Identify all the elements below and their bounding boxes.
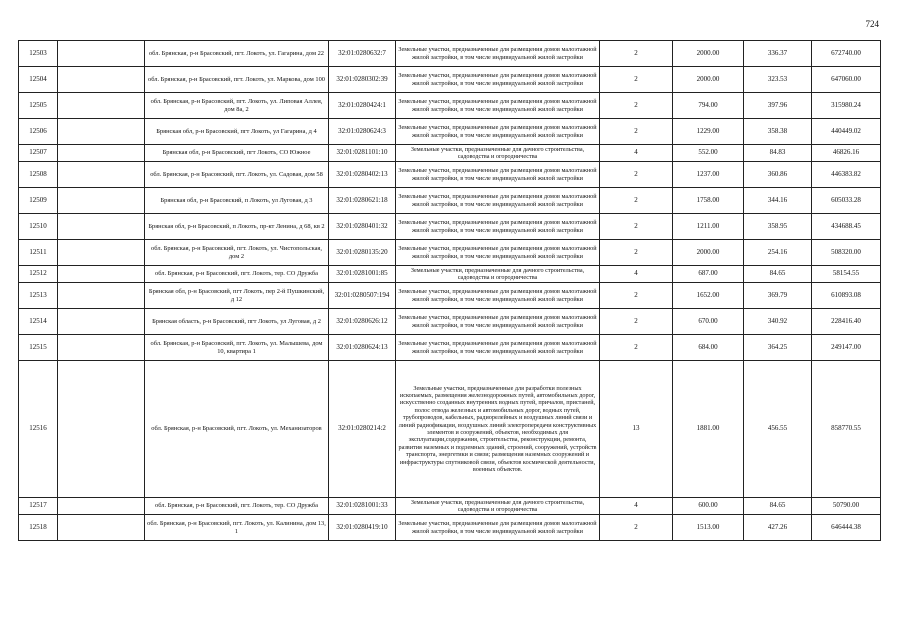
specific-value-cell: 358.95 (744, 214, 812, 240)
cadastral-value-cell: 315980.24 (812, 93, 881, 119)
blank-cell (58, 119, 145, 145)
cadastral-number-cell: 32:01:0280402:13 (329, 162, 396, 188)
group-code-cell: 13 (600, 361, 673, 498)
cadastral-value-cell: 46826.16 (812, 145, 881, 162)
cadastral-number-cell: 32:01:0281101:10 (329, 145, 396, 162)
cadastral-number-cell: 32:01:0280507:194 (329, 283, 396, 309)
row-number-cell: 12518 (19, 515, 58, 541)
table-row (19, 162, 881, 188)
table-row (19, 309, 881, 335)
area-cell: 2000.00 (673, 41, 744, 67)
cadastral-number-cell: 32:01:0281001:33 (329, 498, 396, 515)
group-code-cell: 2 (600, 162, 673, 188)
blank-cell (58, 498, 145, 515)
group-code-cell: 2 (600, 93, 673, 119)
cadastral-value-cell: 858770.55 (812, 361, 881, 498)
area-cell: 2000.00 (673, 240, 744, 266)
group-code-cell: 4 (600, 266, 673, 283)
specific-value-cell: 84.65 (744, 498, 812, 515)
table-row (19, 188, 881, 214)
area-cell: 1652.00 (673, 283, 744, 309)
group-code-cell: 2 (600, 309, 673, 335)
cadastral-number-cell: 32:01:0280135:20 (329, 240, 396, 266)
land-use-cell: Земельные участки, предназначенные для размещения домов малоэтажной жилой застройки, в том числе индивидуальной жилой застройки (396, 119, 600, 145)
table-row (19, 214, 881, 240)
address-cell: обл. Брянская, р-н Брасовский, пгт. Локоть, ул. Садовая, дом 58 (145, 162, 329, 188)
specific-value-cell: 340.92 (744, 309, 812, 335)
table-row (19, 119, 881, 145)
land-use-cell: Земельные участки, предназначенные для разработки полезных ископаемых, размещения железнодорожных путей, автомобильных дорог, искусственно созданных внутренних водных путей, причалов, пристаней, полос отвода железных и автомобильных дорог, водных путей, трубопроводов, кабельных, радиорелейных и воздушных линий связи и линий радиофикации, воздушных линий электропередачи конструктивных элементов и сооружений, объектов, необходимых для эксплуатации,содержания, строительства, реконструкции, ремонта, развития наземных и подземных зданий, строений, сооружений, устройств транспорта, энергетики и связи; размещения наземных сооружений и инфраструктуры спутниковой связи, объектов космической деятельности, военных объектов. (396, 361, 600, 498)
address-cell: Брянская область, р-н Брасовский, пгт Локоть, ул Луговая, д 2 (145, 309, 329, 335)
address-cell: обл. Брянская, р-н Брасовский, пгт. Локоть, тер. СО Дружба (145, 266, 329, 283)
cadastral-value-cell: 672740.00 (812, 41, 881, 67)
area-cell: 1237.00 (673, 162, 744, 188)
land-use-cell: Земельные участки, предназначенные для размещения домов малоэтажной жилой застройки, в том числе индивидуальной жилой застройки (396, 283, 600, 309)
cadastral-number-cell: 32:01:0280401:32 (329, 214, 396, 240)
blank-cell (58, 266, 145, 283)
cadastral-value-cell: 605033.28 (812, 188, 881, 214)
cadastral-number-cell: 32:01:0280214:2 (329, 361, 396, 498)
cadastral-value-cell: 249147.00 (812, 335, 881, 361)
land-use-cell: Земельные участки, предназначенные для размещения домов малоэтажной жилой застройки, в том числе индивидуальной жилой застройки (396, 240, 600, 266)
specific-value-cell: 358.38 (744, 119, 812, 145)
cadastral-value-cell: 58154.55 (812, 266, 881, 283)
table-row (19, 498, 881, 515)
row-number-cell: 12512 (19, 266, 58, 283)
specific-value-cell: 84.65 (744, 266, 812, 283)
table-row (19, 335, 881, 361)
group-code-cell: 2 (600, 335, 673, 361)
blank-cell (58, 93, 145, 119)
land-use-cell: Земельные участки, предназначенные для размещения домов малоэтажной жилой застройки, в том числе индивидуальной жилой застройки (396, 309, 600, 335)
specific-value-cell: 364.25 (744, 335, 812, 361)
row-number-cell: 12505 (19, 93, 58, 119)
area-cell: 1211.00 (673, 214, 744, 240)
specific-value-cell: 456.55 (744, 361, 812, 498)
row-number-cell: 12514 (19, 309, 58, 335)
blank-cell (58, 515, 145, 541)
cadastral-number-cell: 32:01:0280419:10 (329, 515, 396, 541)
blank-cell (58, 67, 145, 93)
row-number-cell: 12503 (19, 41, 58, 67)
cadastral-value-cell: 647060.00 (812, 67, 881, 93)
cadastral-value-table (18, 40, 881, 541)
area-cell: 687.00 (673, 266, 744, 283)
table-row (19, 93, 881, 119)
row-number-cell: 12516 (19, 361, 58, 498)
blank-cell (58, 188, 145, 214)
row-number-cell: 12510 (19, 214, 58, 240)
row-number-cell: 12513 (19, 283, 58, 309)
group-code-cell: 2 (600, 240, 673, 266)
land-use-cell: Земельные участки, предназначенные для размещения домов малоэтажной жилой застройки, в том числе индивидуальной жилой застройки (396, 41, 600, 67)
land-use-cell: Земельные участки, предназначенные для дачного строительства, садоводства и огородничества (396, 266, 600, 283)
group-code-cell: 2 (600, 188, 673, 214)
land-use-cell: Земельные участки, предназначенные для дачного строительства, садоводства и огородничества (396, 145, 600, 162)
address-cell: обл. Брянская, р-н Брасовский, пгт. Локоть, ул. Маркова, дом 100 (145, 67, 329, 93)
cadastral-number-cell: 32:01:0281001:85 (329, 266, 396, 283)
group-code-cell: 2 (600, 515, 673, 541)
area-cell: 684.00 (673, 335, 744, 361)
address-cell: Брянская обл, р-н Брасовский, п Локоть, ул Луговая, д 3 (145, 188, 329, 214)
group-code-cell: 2 (600, 283, 673, 309)
table-row (19, 515, 881, 541)
land-use-cell: Земельные участки, предназначенные для размещения домов малоэтажной жилой застройки, в том числе индивидуальной жилой застройки (396, 67, 600, 93)
specific-value-cell: 323.53 (744, 67, 812, 93)
table-row (19, 240, 881, 266)
table-row (19, 145, 881, 162)
group-code-cell: 2 (600, 67, 673, 93)
cadastral-value-cell: 508320.00 (812, 240, 881, 266)
specific-value-cell: 427.26 (744, 515, 812, 541)
row-number-cell: 12507 (19, 145, 58, 162)
group-code-cell: 2 (600, 119, 673, 145)
specific-value-cell: 84.83 (744, 145, 812, 162)
land-use-cell: Земельные участки, предназначенные для размещения домов малоэтажной жилой застройки, в том числе индивидуальной жилой застройки (396, 214, 600, 240)
row-number-cell: 12517 (19, 498, 58, 515)
row-number-cell: 12508 (19, 162, 58, 188)
cadastral-number-cell: 32:01:0280624:13 (329, 335, 396, 361)
land-use-cell: Земельные участки, предназначенные для размещения домов малоэтажной жилой застройки, в том числе индивидуальной жилой застройки (396, 162, 600, 188)
blank-cell (58, 309, 145, 335)
cadastral-number-cell: 32:01:0280632:7 (329, 41, 396, 67)
address-cell: обл. Брянская, р-н Брасовский, пгт. Локоть, тер. СО Дружба (145, 498, 329, 515)
group-code-cell: 2 (600, 214, 673, 240)
land-use-cell: Земельные участки, предназначенные для размещения домов малоэтажной жилой застройки, в том числе индивидуальной жилой застройки (396, 335, 600, 361)
blank-cell (58, 335, 145, 361)
row-number-cell: 12504 (19, 67, 58, 93)
cadastral-value-cell: 440449.02 (812, 119, 881, 145)
area-cell: 794.00 (673, 93, 744, 119)
row-number-cell: 12506 (19, 119, 58, 145)
area-cell: 1229.00 (673, 119, 744, 145)
address-cell: Брянская обл, р-н Брасовский, пгт Локоть, ул Гагарина, д 4 (145, 119, 329, 145)
group-code-cell: 4 (600, 498, 673, 515)
group-code-cell: 2 (600, 41, 673, 67)
row-number-cell: 12511 (19, 240, 58, 266)
cadastral-value-cell: 50790.00 (812, 498, 881, 515)
table-row (19, 41, 881, 67)
address-cell: обл. Брянская, р-н Брасовский, пгт. Локоть, ул. Гагарина, дом 22 (145, 41, 329, 67)
blank-cell (58, 283, 145, 309)
cadastral-number-cell: 32:01:0280626:12 (329, 309, 396, 335)
cadastral-number-cell: 32:01:0280621:18 (329, 188, 396, 214)
cadastral-value-cell: 228416.40 (812, 309, 881, 335)
table-row (19, 67, 881, 93)
area-cell: 2000.00 (673, 67, 744, 93)
area-cell: 600.00 (673, 498, 744, 515)
area-cell: 1881.00 (673, 361, 744, 498)
page-number: 724 (865, 19, 879, 29)
blank-cell (58, 361, 145, 498)
table-row (19, 361, 881, 498)
cadastral-value-cell: 434688.45 (812, 214, 881, 240)
address-cell: Брянская обл, р-н Брасовский, п Локоть, пр-кт Ленина, д 68, кв 2 (145, 214, 329, 240)
land-use-cell: Земельные участки, предназначенные для размещения домов малоэтажной жилой застройки, в том числе индивидуальной жилой застройки (396, 515, 600, 541)
specific-value-cell: 360.86 (744, 162, 812, 188)
cadastral-number-cell: 32:01:0280624:3 (329, 119, 396, 145)
address-cell: обл. Брянская, р-н Брасовский, пгт. Локоть, ул. Механизаторов (145, 361, 329, 498)
specific-value-cell: 336.37 (744, 41, 812, 67)
address-cell: обл. Брянская, р-н Брасовский, пгт. Локоть, ул. Липовая Аллея, дом 8а, 2 (145, 93, 329, 119)
specific-value-cell: 397.96 (744, 93, 812, 119)
address-cell: обл. Брянская, р-н Брасовский, пгт. Локоть, ул. Чистопольская, дом 2 (145, 240, 329, 266)
blank-cell (58, 145, 145, 162)
specific-value-cell: 344.16 (744, 188, 812, 214)
cadastral-value-cell: 646444.38 (812, 515, 881, 541)
blank-cell (58, 214, 145, 240)
area-cell: 1513.00 (673, 515, 744, 541)
address-cell: Брянская обл, р-н Брасовский, пгт Локоть, СО Южное (145, 145, 329, 162)
row-number-cell: 12515 (19, 335, 58, 361)
area-cell: 1758.00 (673, 188, 744, 214)
table-row (19, 266, 881, 283)
table-row (19, 283, 881, 309)
land-use-cell: Земельные участки, предназначенные для размещения домов малоэтажной жилой застройки, в том числе индивидуальной жилой застройки (396, 188, 600, 214)
blank-cell (58, 41, 145, 67)
specific-value-cell: 369.79 (744, 283, 812, 309)
land-use-cell: Земельные участки, предназначенные для дачного строительства, садоводства и огородничества (396, 498, 600, 515)
cadastral-value-cell: 610893.08 (812, 283, 881, 309)
area-cell: 670.00 (673, 309, 744, 335)
address-cell: Брянская обл, р-н Брасовский, пгт Локоть, пер 2-й Пушкинский, д 12 (145, 283, 329, 309)
cadastral-value-cell: 446383.82 (812, 162, 881, 188)
blank-cell (58, 240, 145, 266)
address-cell: обл. Брянская, р-н Брасовский, пгт. Локоть, ул. Калинина, дом 13, 1 (145, 515, 329, 541)
blank-cell (58, 162, 145, 188)
specific-value-cell: 254.16 (744, 240, 812, 266)
group-code-cell: 4 (600, 145, 673, 162)
address-cell: обл. Брянская, р-н Брасовский, пгт. Локоть, ул. Малышева, дом 10, квартира 1 (145, 335, 329, 361)
row-number-cell: 12509 (19, 188, 58, 214)
cadastral-number-cell: 32:01:0280302:39 (329, 67, 396, 93)
area-cell: 552.00 (673, 145, 744, 162)
cadastral-number-cell: 32:01:0280424:1 (329, 93, 396, 119)
land-use-cell: Земельные участки, предназначенные для размещения домов малоэтажной жилой застройки, в том числе индивидуальной жилой застройки (396, 93, 600, 119)
